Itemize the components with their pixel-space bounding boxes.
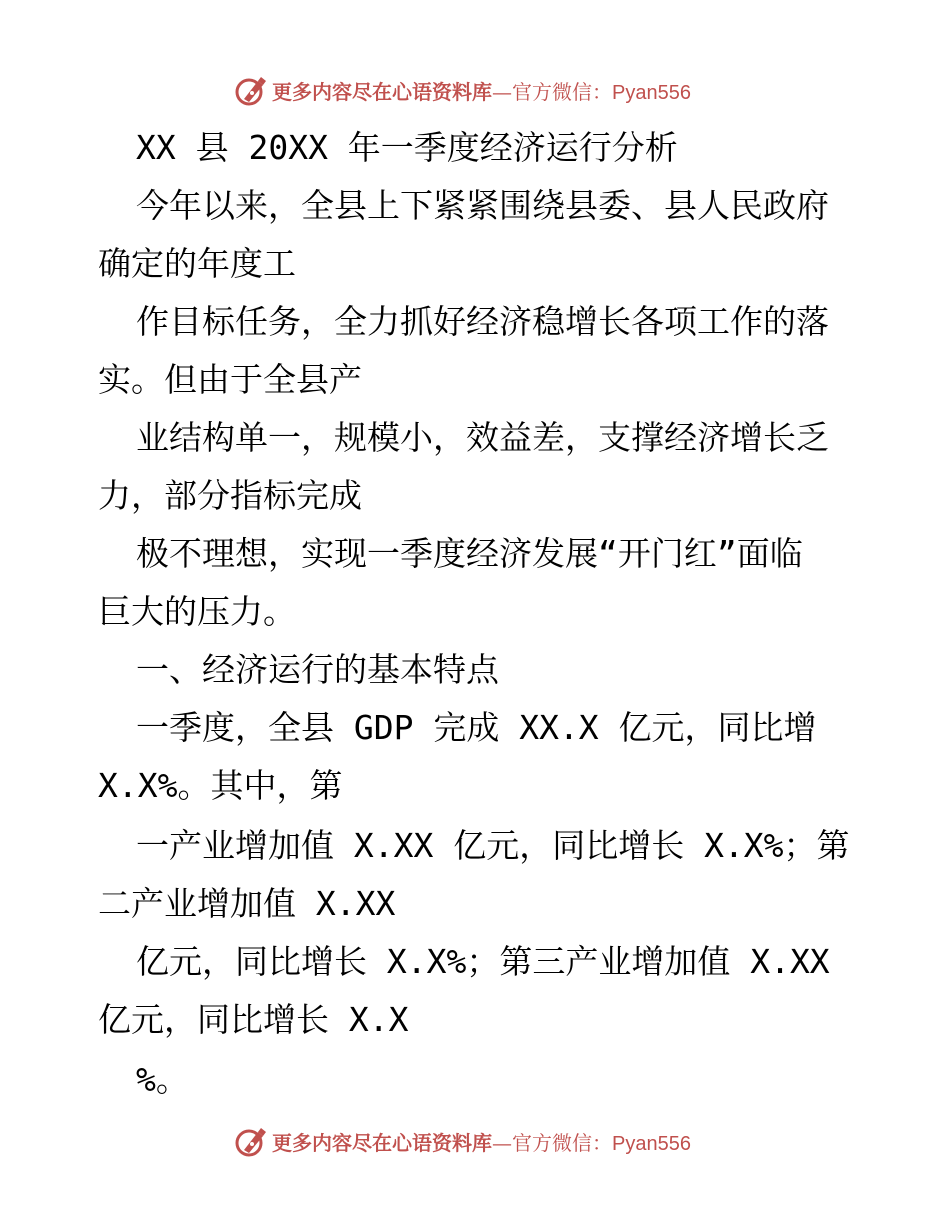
paragraph-line: 力，部分指标完成 bbox=[98, 476, 362, 515]
paragraph-line: 亿元，同比增长 X.X%；第三产业增加值 X.XX bbox=[136, 942, 830, 981]
watermark-brand: 更多内容尽在心语资料库 bbox=[272, 1130, 492, 1155]
paragraph-line: 确定的年度工 bbox=[98, 244, 296, 283]
paragraph-line: 作目标任务，全力抓好经济稳增长各项工作的落 bbox=[136, 302, 829, 341]
pen-nib-icon bbox=[234, 1124, 268, 1158]
watermark-text bbox=[272, 76, 691, 105]
pen-nib-icon bbox=[234, 73, 268, 107]
document-title: XX 县 20XX 年一季度经济运行分析 bbox=[136, 128, 678, 167]
paragraph-line: 二产业增加值 X.XX bbox=[98, 884, 396, 923]
paragraph-line: 今年以来，全县上下紧紧围绕县委、县人民政府 bbox=[136, 186, 829, 225]
watermark-wechat-id: Pyan556 bbox=[612, 1132, 691, 1155]
section-heading: 一、经济运行的基本特点 bbox=[136, 650, 499, 689]
footer-watermark bbox=[234, 1123, 691, 1159]
paragraph-line: 亿元，同比增长 X.X bbox=[98, 1000, 409, 1039]
watermark-label: 官方微信： bbox=[512, 79, 612, 104]
paragraph-line: 巨大的压力。 bbox=[98, 592, 296, 631]
paragraph-line: %。 bbox=[136, 1060, 189, 1099]
header-watermark bbox=[234, 72, 691, 108]
watermark-wechat-id: Pyan556 bbox=[612, 81, 691, 104]
paragraph-line: 一产业增加值 X.XX 亿元，同比增长 X.X%；第 bbox=[136, 826, 850, 865]
watermark-text bbox=[272, 1127, 691, 1156]
paragraph-line: 实。但由于全县产 bbox=[98, 360, 362, 399]
watermark-label: 官方微信： bbox=[512, 1130, 612, 1155]
watermark-dash: — bbox=[492, 1130, 512, 1155]
paragraph-line: X.X%。其中，第 bbox=[98, 766, 343, 805]
paragraph-line: 极不理想，实现一季度经济发展“开门红”面临 bbox=[136, 534, 803, 573]
paragraph-line: 一季度，全县 GDP 完成 XX.X 亿元，同比增 bbox=[136, 708, 817, 747]
watermark-dash: — bbox=[492, 79, 512, 104]
paragraph-line: 业结构单一，规模小，效益差，支撑经济增长乏 bbox=[136, 418, 829, 457]
watermark-brand: 更多内容尽在心语资料库 bbox=[272, 79, 492, 104]
